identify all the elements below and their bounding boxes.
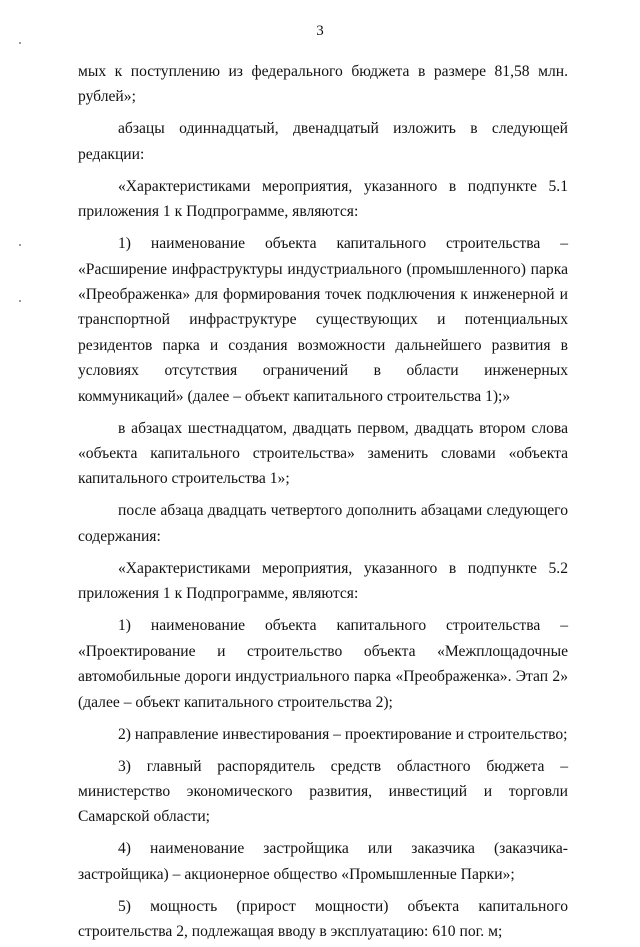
document-body [78, 59, 568, 947]
paragraph-12: 5) мощность (прирост мощности) объекта капитального строительства 2, подлежащая вводу в эксплуатацию: 610 пог. м; [78, 897, 568, 941]
paragraph-1: мых к поступлению из федерального бюджета в размере 81,58 млн. рублей»; [78, 63, 568, 106]
scan-mark [19, 244, 21, 246]
scan-mark [19, 42, 21, 44]
paragraph-11: 4) наименование застройщика или заказчика (заказчика-застройщика) – акционерное общество «Промышленные Парки»; [78, 840, 568, 883]
paragraph-8: 1) наименование объекта капитального строительства – «Проектирование и строительство объекта «Межплощадочные автомобильные дороги индустриального парка «Преображенка». Этап 2» (далее – объект капитального строительства 2); [78, 617, 568, 711]
paragraph-9: 2) направление инвестирования – проектирование и строительство; [118, 725, 568, 743]
paragraph-6: после абзаца двадцать четвертого дополнить абзацами следующего содержания: [78, 502, 568, 545]
scan-mark [19, 300, 21, 302]
page-number: 3 [316, 23, 324, 39]
paragraph-10: 3) главный распорядитель средств областного бюджета – министерство экономического развития, инвестиций и торговли Самарской области; [78, 757, 568, 826]
paragraph-4: 1) наименование объекта капитального строительства – «Расширение инфраструктуры индустриального (промышленного) парка «Преображенка» для формирования точек подключения к инженерной и транспортной инфраструктуре существующих и потенциальных резидентов парка и создания возможности дальнейшего развития в условиях отсутствия ограничений в области инженерных коммуникаций» (далее – объект капитального строительства 1);» [78, 235, 568, 405]
paragraph-5: в абзацах шестнадцатом, двадцать первом, двадцать втором слова «объекта капитального строительства» заменить словами «объекта капитального строительства 1»; [78, 419, 568, 488]
paragraph-3: «Характеристиками мероприятия, указанного в подпункте 5.1 приложения 1 к Подпрограмме, являются: [78, 177, 568, 221]
paragraph-2: абзацы одиннадцатый, двенадцатый изложить в следующей редакции: [78, 120, 568, 163]
paragraph-7: «Характеристиками мероприятия, указанного в подпункте 5.2 приложения 1 к Подпрограмме, являются: [78, 559, 568, 603]
